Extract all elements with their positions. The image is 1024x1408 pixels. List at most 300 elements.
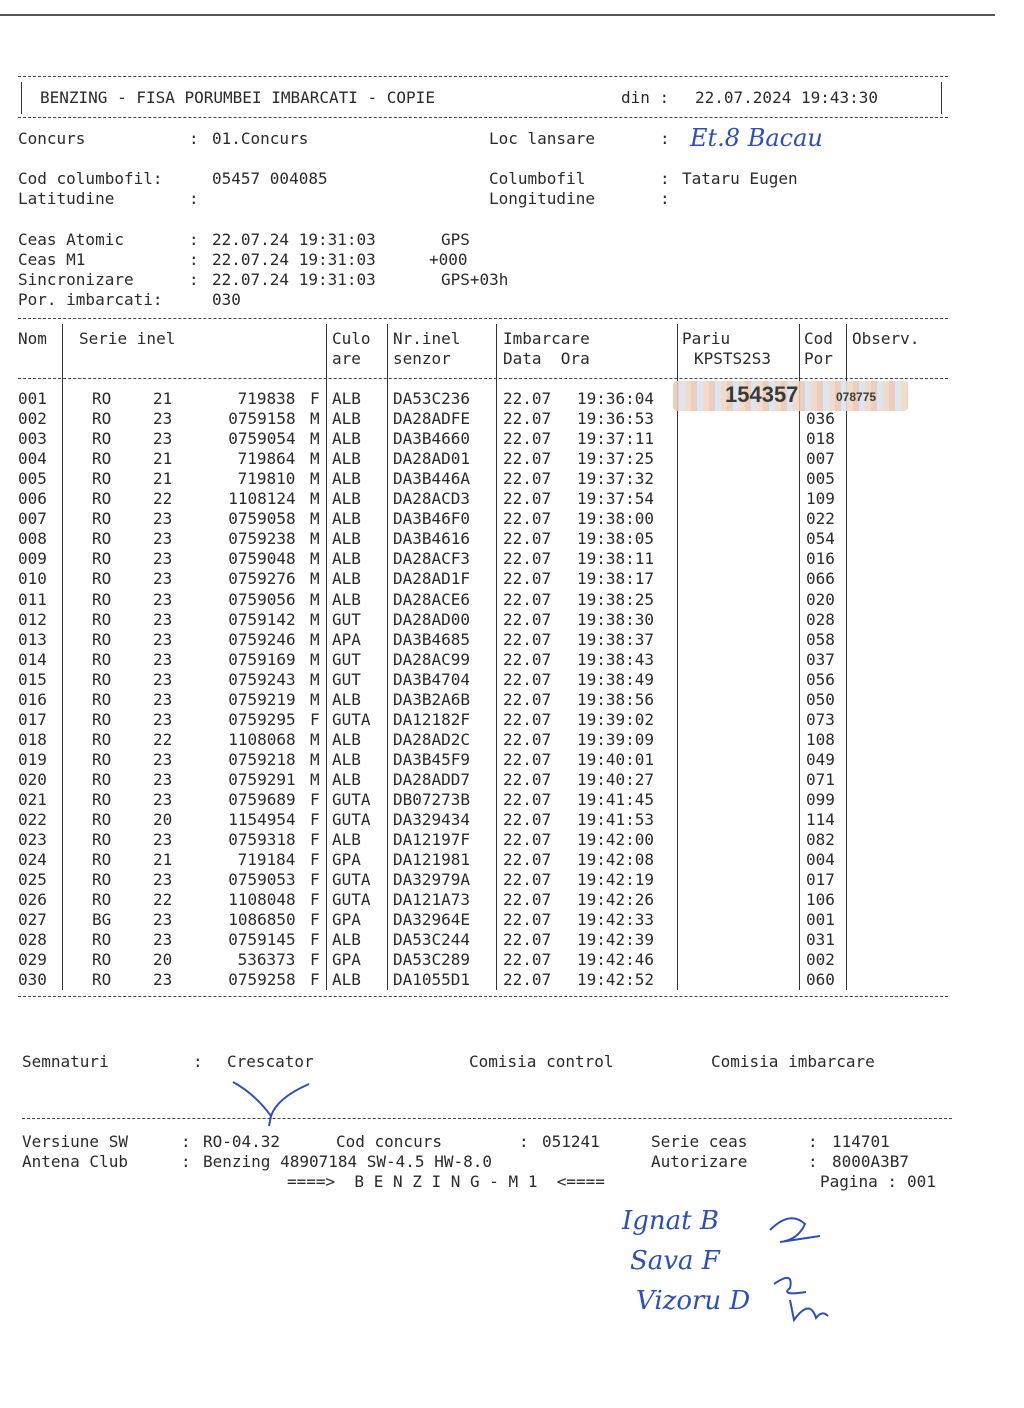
row-culoare: ALB bbox=[332, 409, 361, 429]
col-header-culoare-2: are bbox=[332, 349, 361, 368]
row-tara: RO bbox=[92, 409, 112, 429]
row-culoare: ALB bbox=[332, 529, 361, 549]
row-culoare: ALB bbox=[332, 489, 361, 509]
row-data: 22.07 bbox=[503, 709, 552, 729]
row-ora: 19:38:11 bbox=[577, 549, 655, 569]
row-sex: F bbox=[310, 870, 320, 890]
columbofil-value: Tataru Eugen bbox=[682, 169, 798, 188]
colon: : bbox=[660, 169, 670, 188]
row-sex: M bbox=[310, 529, 320, 549]
row-nr: 536373 bbox=[237, 950, 296, 970]
row-data: 22.07 bbox=[503, 930, 552, 950]
row-nom: 006 bbox=[18, 489, 47, 509]
row-nom: 001 bbox=[18, 389, 47, 408]
row-ora: 19:38:30 bbox=[577, 609, 655, 629]
row-an: 23 bbox=[153, 569, 173, 589]
col-divider bbox=[677, 324, 678, 990]
row-an: 22 bbox=[153, 489, 173, 509]
row-tara: RO bbox=[92, 790, 112, 809]
row-an: 23 bbox=[153, 769, 173, 789]
row-nr: 0759689 bbox=[228, 790, 296, 809]
ceas-m1-label: Ceas M1 bbox=[18, 250, 86, 269]
row-cod-por: 004 bbox=[806, 850, 835, 870]
row-sex: F bbox=[310, 709, 320, 729]
sincronizare-value: 22.07.24 19:31:03 bbox=[212, 270, 376, 289]
row-senzor: DA3B4660 bbox=[393, 429, 471, 449]
comisia-imbarcare-label: Comisia imbarcare bbox=[711, 1052, 875, 1071]
row-nom: 008 bbox=[18, 529, 47, 549]
row-ora: 19:42:00 bbox=[577, 830, 655, 850]
concurs-label: Concurs bbox=[18, 129, 86, 148]
ceas-atomic-label: Ceas Atomic bbox=[18, 230, 124, 249]
row-culoare: ALB bbox=[332, 830, 361, 850]
row-data: 22.07 bbox=[503, 769, 552, 789]
row-data: 22.07 bbox=[503, 509, 552, 529]
row-cod-por: 109 bbox=[806, 489, 835, 509]
row-ora: 19:40:27 bbox=[577, 769, 655, 789]
colon: : bbox=[660, 129, 670, 148]
row-nr: 0759053 bbox=[228, 870, 296, 890]
pagina-value: 001 bbox=[907, 1172, 936, 1191]
row-nr: 0759258 bbox=[228, 970, 296, 990]
row-cod-por: 005 bbox=[806, 469, 835, 489]
row-senzor: DA12197F bbox=[393, 830, 471, 850]
row-nr: 1108124 bbox=[228, 489, 296, 509]
row-nom: 017 bbox=[18, 709, 47, 729]
row-data: 22.07 bbox=[503, 489, 552, 509]
row-cod-por: 017 bbox=[806, 870, 835, 890]
row-data: 22.07 bbox=[503, 870, 552, 890]
row-cod-por: 028 bbox=[806, 609, 835, 629]
col-header-data-ora: Data Ora bbox=[503, 349, 590, 368]
row-nr: 0759058 bbox=[228, 509, 296, 529]
row-nr: 0759169 bbox=[228, 649, 296, 669]
col-header-por: Por bbox=[804, 349, 833, 368]
row-sex: M bbox=[310, 489, 320, 509]
row-senzor: DA1055D1 bbox=[393, 970, 471, 990]
document-title: BENZING - FISA PORUMBEI IMBARCATI - COPIE bbox=[40, 88, 435, 107]
row-ora: 19:37:25 bbox=[577, 449, 655, 469]
row-sex: M bbox=[310, 649, 320, 669]
row-an: 21 bbox=[153, 389, 173, 408]
row-data: 22.07 bbox=[503, 830, 552, 850]
commission-initials-icon bbox=[750, 1200, 840, 1330]
row-nom: 015 bbox=[18, 669, 47, 689]
row-ora: 19:42:39 bbox=[577, 930, 655, 950]
row-senzor: DA28ACE6 bbox=[393, 589, 471, 609]
por-imbarcati-value: 030 bbox=[212, 290, 241, 309]
row-nom: 010 bbox=[18, 569, 47, 589]
row-data: 22.07 bbox=[503, 910, 552, 930]
longitudine-label: Longitudine bbox=[489, 189, 595, 208]
row-cod-por: 073 bbox=[806, 709, 835, 729]
row-tara: RO bbox=[92, 930, 112, 950]
row-culoare: GUTA bbox=[332, 709, 371, 729]
row-nr: 719810 bbox=[237, 469, 296, 489]
row-cod-por: 099 bbox=[806, 790, 835, 809]
row-an: 21 bbox=[153, 449, 173, 469]
ceas-m1-suffix: +000 bbox=[429, 250, 468, 269]
row-nr: 1086850 bbox=[228, 910, 296, 930]
row-culoare: ALB bbox=[332, 449, 361, 469]
row-nom: 024 bbox=[18, 850, 47, 870]
row-sex: F bbox=[310, 790, 320, 809]
row-nr: 0759238 bbox=[228, 529, 296, 549]
antena-value: Benzing 48907184 SW-4.5 HW-8.0 bbox=[203, 1152, 492, 1171]
row-ora: 19:42:52 bbox=[577, 970, 655, 990]
row-ora: 19:37:54 bbox=[577, 489, 655, 509]
row-tara: RO bbox=[92, 810, 112, 830]
row-data: 22.07 bbox=[503, 449, 552, 469]
loc-lansare-label: Loc lansare bbox=[489, 129, 595, 148]
row-culoare: ALB bbox=[332, 509, 361, 529]
colon: : bbox=[193, 1052, 203, 1071]
row-culoare: ALB bbox=[332, 429, 361, 449]
row-senzor: DA3B446A bbox=[393, 469, 471, 489]
row-an: 23 bbox=[153, 629, 173, 649]
row-nom: 004 bbox=[18, 449, 47, 469]
row-tara: RO bbox=[92, 769, 112, 789]
row-cod-por: 060 bbox=[806, 970, 835, 990]
row-nom: 026 bbox=[18, 890, 47, 910]
row-an: 22 bbox=[153, 890, 173, 910]
row-nr: 0759219 bbox=[228, 689, 296, 709]
row-sex: M bbox=[310, 429, 320, 449]
row-cod-por: 082 bbox=[806, 830, 835, 850]
col-header-pariu: Pariu bbox=[682, 329, 731, 348]
row-ora: 19:36:53 bbox=[577, 409, 655, 429]
row-nr: 719184 bbox=[237, 850, 296, 870]
row-cod-por: 054 bbox=[806, 529, 835, 549]
col-divider bbox=[326, 324, 327, 990]
row-nr: 1108048 bbox=[228, 890, 296, 910]
row-nr: 719864 bbox=[237, 449, 296, 469]
row-culoare: GUTA bbox=[332, 870, 371, 890]
ceas-atomic-value: 22.07.24 19:31:03 bbox=[212, 230, 376, 249]
row-cod-por: 002 bbox=[806, 950, 835, 970]
row-culoare: GUTA bbox=[332, 890, 371, 910]
col-header-culoare: Culo bbox=[332, 329, 371, 348]
row-an: 23 bbox=[153, 790, 173, 809]
table-header-rule bbox=[18, 378, 948, 379]
versiune-label: Versiune SW bbox=[22, 1132, 128, 1151]
header-left-border bbox=[21, 82, 22, 114]
colon: : bbox=[808, 1152, 818, 1171]
row-nr: 0759142 bbox=[228, 609, 296, 629]
row-tara: RO bbox=[92, 669, 112, 689]
row-tara: RO bbox=[92, 389, 112, 408]
row-nom: 030 bbox=[18, 970, 47, 990]
row-senzor: DA28ADD7 bbox=[393, 769, 471, 789]
col-divider bbox=[799, 324, 800, 990]
row-tara: RO bbox=[92, 850, 112, 870]
row-ora: 19:36:04 bbox=[577, 389, 655, 408]
row-nr: 0759276 bbox=[228, 569, 296, 589]
row-tara: RO bbox=[92, 569, 112, 589]
colon: : bbox=[189, 129, 199, 148]
row-sex: M bbox=[310, 769, 320, 789]
row-culoare: GUT bbox=[332, 609, 361, 629]
row-cod-por: 058 bbox=[806, 629, 835, 649]
row-senzor: DA32964E bbox=[393, 910, 471, 930]
por-imbarcati-label: Por. imbarcati: bbox=[18, 290, 163, 309]
row-sex: F bbox=[310, 950, 320, 970]
col-divider bbox=[387, 324, 388, 990]
table-top-rule bbox=[18, 318, 948, 319]
row-cod-por: 018 bbox=[806, 429, 835, 449]
row-ora: 19:40:01 bbox=[577, 749, 655, 769]
row-sex: M bbox=[310, 549, 320, 569]
row-an: 23 bbox=[153, 429, 173, 449]
row-sex: F bbox=[310, 389, 320, 408]
row-nom: 003 bbox=[18, 429, 47, 449]
row-an: 23 bbox=[153, 549, 173, 569]
row-an: 23 bbox=[153, 970, 173, 990]
row-senzor: DA121981 bbox=[393, 850, 471, 870]
row-ora: 19:42:08 bbox=[577, 850, 655, 870]
row-nr: 0759295 bbox=[228, 709, 296, 729]
row-tara: RO bbox=[92, 429, 112, 449]
row-tara: RO bbox=[92, 950, 112, 970]
row-culoare: GPA bbox=[332, 950, 361, 970]
row-data: 22.07 bbox=[503, 389, 552, 408]
row-culoare: GUTA bbox=[332, 810, 371, 830]
colon: : bbox=[189, 270, 199, 289]
date-value: 22.07.2024 19:43:30 bbox=[695, 88, 879, 107]
row-sex: M bbox=[310, 729, 320, 749]
row-cod-por: 020 bbox=[806, 589, 835, 609]
colon: : bbox=[181, 1132, 191, 1151]
row-sex: F bbox=[310, 810, 320, 830]
row-nr: 0759145 bbox=[228, 930, 296, 950]
row-senzor: DA32979A bbox=[393, 870, 471, 890]
colon: : bbox=[181, 1152, 191, 1171]
row-data: 22.07 bbox=[503, 469, 552, 489]
row-an: 23 bbox=[153, 870, 173, 890]
row-ora: 19:38:56 bbox=[577, 689, 655, 709]
row-an: 21 bbox=[153, 850, 173, 870]
signature-rule bbox=[22, 1118, 952, 1119]
row-ora: 19:39:02 bbox=[577, 709, 655, 729]
row-ora: 19:39:09 bbox=[577, 729, 655, 749]
row-senzor: DA3B2A6B bbox=[393, 689, 471, 709]
loc-lansare-handwritten: Et.8 Bacau bbox=[690, 124, 823, 152]
row-culoare: ALB bbox=[332, 469, 361, 489]
row-cod-por: 106 bbox=[806, 890, 835, 910]
row-tara: RO bbox=[92, 629, 112, 649]
columbofil-label: Columbofil bbox=[489, 169, 586, 188]
row-cod-por: 049 bbox=[806, 749, 835, 769]
row-culoare: ALB bbox=[332, 689, 361, 709]
row-senzor: DA28AD2C bbox=[393, 729, 471, 749]
commission-signature-2: Sava F bbox=[630, 1246, 720, 1276]
row-senzor: DA28AD1F bbox=[393, 569, 471, 589]
row-ora: 19:42:33 bbox=[577, 910, 655, 930]
row-senzor: DA53C289 bbox=[393, 950, 471, 970]
row-nom: 027 bbox=[18, 910, 47, 930]
row-an: 20 bbox=[153, 810, 173, 830]
crescator-label: Crescator bbox=[227, 1052, 314, 1071]
ceas-m1-value: 22.07.24 19:31:03 bbox=[212, 250, 376, 269]
row-ora: 19:38:49 bbox=[577, 669, 655, 689]
row-ora: 19:42:19 bbox=[577, 870, 655, 890]
colon: : bbox=[189, 230, 199, 249]
row-nr: 0759056 bbox=[228, 589, 296, 609]
row-an: 23 bbox=[153, 689, 173, 709]
row-tara: RO bbox=[92, 449, 112, 469]
cod-columbofil-label: Cod columbofil: bbox=[18, 169, 163, 188]
row-cod-por: 066 bbox=[806, 569, 835, 589]
row-sex: M bbox=[310, 669, 320, 689]
row-cod-por: 056 bbox=[806, 669, 835, 689]
comisia-control-label: Comisia control bbox=[469, 1052, 614, 1071]
row-sex: M bbox=[310, 469, 320, 489]
row-data: 22.07 bbox=[503, 729, 552, 749]
row-tara: RO bbox=[92, 549, 112, 569]
latitudine-label: Latitudine bbox=[18, 189, 115, 208]
colon: : bbox=[660, 189, 670, 208]
row-cod-por: 016 bbox=[806, 549, 835, 569]
row-sex: M bbox=[310, 629, 320, 649]
row-tara: RO bbox=[92, 469, 112, 489]
row-tara: RO bbox=[92, 509, 112, 529]
row-nom: 013 bbox=[18, 629, 47, 649]
row-ora: 19:38:17 bbox=[577, 569, 655, 589]
row-sex: M bbox=[310, 749, 320, 769]
crescator-signature-icon bbox=[225, 1068, 315, 1128]
row-data: 22.07 bbox=[503, 850, 552, 870]
serie-ceas-value: 114701 bbox=[832, 1132, 890, 1151]
row-data: 22.07 bbox=[503, 529, 552, 549]
col-divider bbox=[846, 324, 847, 990]
cod-columbofil-value: 05457 004085 bbox=[212, 169, 328, 188]
row-ora: 19:38:43 bbox=[577, 649, 655, 669]
row-culoare: GPA bbox=[332, 850, 361, 870]
row-nom: 018 bbox=[18, 729, 47, 749]
row-senzor: DA28AD01 bbox=[393, 449, 471, 469]
row-nr: 0759246 bbox=[228, 629, 296, 649]
row-cod-por: 114 bbox=[806, 810, 835, 830]
row-nr: 0759048 bbox=[228, 549, 296, 569]
row-an: 23 bbox=[153, 669, 173, 689]
row-nom: 009 bbox=[18, 549, 47, 569]
row-an: 23 bbox=[153, 930, 173, 950]
row-nom: 021 bbox=[18, 790, 47, 809]
row-tara: RO bbox=[92, 729, 112, 749]
row-nom: 029 bbox=[18, 950, 47, 970]
row-senzor: DA28ADFE bbox=[393, 409, 471, 429]
colon: : bbox=[189, 189, 199, 208]
row-senzor: DA3B4704 bbox=[393, 669, 471, 689]
row-tara: RO bbox=[92, 589, 112, 609]
row-culoare: ALB bbox=[332, 729, 361, 749]
commission-signature-3: Vizoru D bbox=[636, 1286, 751, 1316]
row-data: 22.07 bbox=[503, 810, 552, 830]
row-nom: 005 bbox=[18, 469, 47, 489]
row-sex: F bbox=[310, 930, 320, 950]
row-culoare: GUT bbox=[332, 669, 361, 689]
row-data: 22.07 bbox=[503, 409, 552, 429]
row-cod-por: 037 bbox=[806, 649, 835, 669]
row-data: 22.07 bbox=[503, 689, 552, 709]
row-sex: F bbox=[310, 970, 320, 990]
row-data: 22.07 bbox=[503, 669, 552, 689]
row-an: 23 bbox=[153, 749, 173, 769]
row-data: 22.07 bbox=[503, 790, 552, 809]
row-data: 22.07 bbox=[503, 609, 552, 629]
row-nom: 002 bbox=[18, 409, 47, 429]
row-ora: 19:41:53 bbox=[577, 810, 655, 830]
row-culoare: ALB bbox=[332, 769, 361, 789]
row-tara: BG bbox=[92, 910, 112, 930]
row-tara: RO bbox=[92, 489, 112, 509]
row-an: 23 bbox=[153, 609, 173, 629]
col-header-nom: Nom bbox=[18, 329, 47, 348]
header-top-rule bbox=[18, 76, 948, 77]
row-nr: 0759054 bbox=[228, 429, 296, 449]
row-senzor: DA3B4616 bbox=[393, 529, 471, 549]
row-tara: RO bbox=[92, 870, 112, 890]
row-data: 22.07 bbox=[503, 890, 552, 910]
row-nom: 011 bbox=[18, 589, 47, 609]
row-cod-por: 050 bbox=[806, 689, 835, 709]
sincronizare-label: Sincronizare bbox=[18, 270, 134, 289]
row-tara: RO bbox=[92, 970, 112, 990]
row-an: 23 bbox=[153, 910, 173, 930]
row-nom: 023 bbox=[18, 830, 47, 850]
row-culoare: ALB bbox=[332, 930, 361, 950]
row-cod-por: 108 bbox=[806, 729, 835, 749]
row-cod-por: 071 bbox=[806, 769, 835, 789]
stamp-code: 154357 bbox=[725, 382, 799, 407]
row-ora: 19:38:37 bbox=[577, 629, 655, 649]
row-senzor: DB07273B bbox=[393, 790, 471, 809]
row-senzor: DA53C244 bbox=[393, 930, 471, 950]
row-an: 23 bbox=[153, 709, 173, 729]
row-sex: M bbox=[310, 509, 320, 529]
row-culoare: GUTA bbox=[332, 790, 371, 809]
row-sex: F bbox=[310, 890, 320, 910]
row-ora: 19:38:25 bbox=[577, 589, 655, 609]
row-nr: 0759158 bbox=[228, 409, 296, 429]
row-nom: 016 bbox=[18, 689, 47, 709]
row-sex: M bbox=[310, 569, 320, 589]
row-sex: M bbox=[310, 409, 320, 429]
commission-signature-1: Ignat B bbox=[622, 1206, 719, 1236]
row-culoare: ALB bbox=[332, 970, 361, 990]
col-header-senzor: senzor bbox=[393, 349, 451, 368]
row-an: 22 bbox=[153, 729, 173, 749]
row-nom: 025 bbox=[18, 870, 47, 890]
row-nr: 0759291 bbox=[228, 769, 296, 789]
row-an: 23 bbox=[153, 830, 173, 850]
autorizare-label: Autorizare bbox=[651, 1152, 748, 1171]
row-senzor: DA3B46F0 bbox=[393, 509, 471, 529]
row-senzor: DA12182F bbox=[393, 709, 471, 729]
row-cod-por: 031 bbox=[806, 930, 835, 950]
row-cod-por: 001 bbox=[806, 910, 835, 930]
row-nr: 0759218 bbox=[228, 749, 296, 769]
col-header-nr-inel: Nr.inel bbox=[393, 329, 461, 348]
row-ora: 19:37:11 bbox=[577, 429, 655, 449]
row-data: 22.07 bbox=[503, 950, 552, 970]
top-rule bbox=[0, 14, 995, 16]
versiune-value: RO-04.32 bbox=[203, 1132, 281, 1151]
semnaturi-label: Semnaturi bbox=[22, 1052, 109, 1071]
col-divider bbox=[496, 324, 497, 990]
row-data: 22.07 bbox=[503, 970, 552, 990]
row-sex: M bbox=[310, 689, 320, 709]
